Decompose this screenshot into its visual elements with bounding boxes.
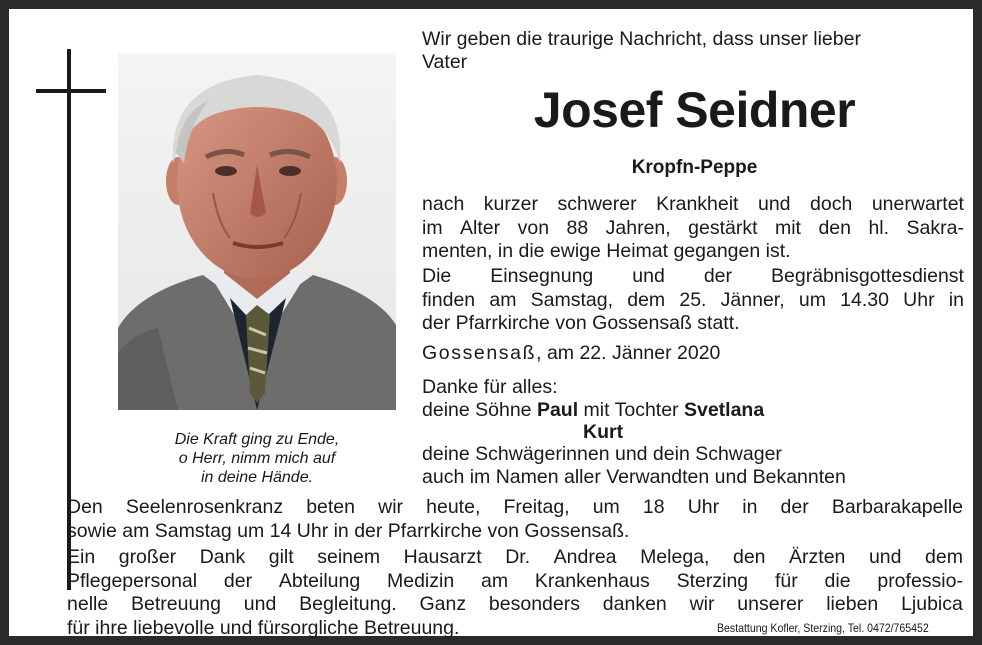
portrait-photo <box>118 53 396 410</box>
word: dem <box>627 288 666 311</box>
intro-line-2: Vater <box>422 51 468 73</box>
word: in <box>948 288 964 311</box>
quote-line-3: in deine Hände. <box>200 469 314 486</box>
word: Betreuung <box>131 593 221 615</box>
relatives-line: auch im Namen aller Verwandten und Bekannten <box>422 466 846 488</box>
word: schwerer <box>557 193 637 215</box>
word: Dr. <box>505 546 531 568</box>
quote <box>118 430 396 487</box>
word: am <box>489 288 517 311</box>
word: und <box>757 193 791 215</box>
text-line <box>422 193 964 217</box>
word: um <box>592 496 620 518</box>
word: seinem <box>317 546 381 568</box>
word: der Pfarrkirche von Gossensaß statt. <box>422 312 740 334</box>
text-line <box>67 593 963 617</box>
word: menten, in die ewige Heimat gegangen ist. <box>422 240 791 262</box>
word: Den <box>67 496 103 518</box>
undertaker-credit: Bestattung Kofler, Sterzing, Tel. 0472/765452 <box>717 621 929 635</box>
word: Sakra- <box>906 216 964 239</box>
notice-date: , am 22. Jänner 2020 <box>536 342 721 364</box>
word: Alter <box>460 216 501 239</box>
word: für ihre liebevolle und fürsorgliche Betreuung. <box>67 616 460 639</box>
word: Uhr <box>687 496 720 518</box>
word: den <box>732 546 766 568</box>
word: finden <box>422 288 476 311</box>
word: Ein <box>67 546 96 568</box>
word: unerwartet <box>871 193 964 215</box>
word: Freitag, <box>503 496 570 518</box>
word: Medizin <box>387 569 455 592</box>
son-paul: Paul <box>536 399 579 421</box>
word: von <box>517 216 550 239</box>
deceased-name: Josef Seidner <box>533 82 856 138</box>
word: Ärzten <box>789 546 846 568</box>
word: hl. <box>868 216 890 239</box>
quote-line-1: Die Kraft ging zu Ende, <box>174 431 340 448</box>
text-line <box>67 570 963 594</box>
place-and-date <box>422 342 720 365</box>
word: der <box>780 496 809 518</box>
word: professio- <box>877 569 963 592</box>
word: lieben <box>826 593 879 615</box>
word: gilt <box>268 546 294 568</box>
rosary-announcement <box>67 496 963 543</box>
word: am <box>481 569 509 592</box>
word: Seelenrosenkranz <box>125 496 284 518</box>
word: Jänner, <box>720 288 785 311</box>
word: Melega, <box>640 546 710 568</box>
word: besonders <box>488 593 580 615</box>
word: Uhr <box>903 288 935 311</box>
word: doch <box>810 193 853 215</box>
word: der <box>223 569 253 592</box>
word: nach <box>422 193 465 215</box>
deceased-nickname: Kropfn-Peppe <box>631 157 758 178</box>
word: 25. <box>679 288 707 311</box>
word: Ganz <box>419 593 467 615</box>
word: 18 <box>642 496 665 518</box>
word: Krankheit <box>656 193 739 215</box>
word: unserer <box>737 593 804 615</box>
word: Die <box>422 265 452 287</box>
word: um <box>798 288 826 311</box>
word: kurzer <box>483 193 538 215</box>
word: großer <box>118 546 177 568</box>
word: der <box>703 265 733 287</box>
word: beten <box>306 496 355 518</box>
word: Abteilung <box>278 569 361 592</box>
text-line <box>422 312 964 336</box>
quote-line-2: o Herr, nimm mich auf <box>178 450 336 467</box>
son-kurt: Kurt <box>583 421 624 443</box>
word: Samstag, <box>530 288 614 311</box>
word: Krankenhaus <box>534 569 650 592</box>
word: Jahren, <box>605 216 671 239</box>
word: Begräbnisgottesdienst <box>771 265 964 287</box>
word: und <box>632 265 665 287</box>
word: und <box>868 546 902 568</box>
text-line <box>422 240 964 264</box>
place-name: Gossensaß <box>422 342 537 364</box>
word: Sterzing <box>676 569 749 592</box>
word: dem <box>925 546 963 568</box>
with-daughter-text: mit Tochter <box>578 399 684 421</box>
word: Barbarakapelle <box>831 496 963 518</box>
death-details <box>422 193 964 264</box>
word: den <box>818 216 851 239</box>
text-line <box>67 546 963 570</box>
intro-line-1: Wir geben die traurige Nachricht, dass unser lieber <box>422 28 861 50</box>
word: gestärkt <box>688 216 758 239</box>
word: wir <box>689 593 715 615</box>
sons-line <box>422 399 764 422</box>
cross-horizontal-bar <box>36 89 106 93</box>
word: in <box>742 496 758 518</box>
word: Hausarzt <box>403 546 482 568</box>
word: und <box>243 593 277 615</box>
word: heute, <box>426 496 481 518</box>
sons-prefix: deine Söhne <box>422 399 537 421</box>
text-line <box>422 217 964 241</box>
text-line <box>422 289 964 313</box>
word: Einsegnung <box>490 265 594 287</box>
word: Andrea <box>553 546 617 568</box>
word: 88 <box>566 216 589 239</box>
word: im <box>422 216 443 239</box>
granddaughter-svetlana: Svetlana <box>683 399 765 421</box>
thanks-heading: Danke für alles: <box>422 376 558 398</box>
word: mit <box>774 216 801 239</box>
word: danken <box>602 593 667 615</box>
text-line <box>67 496 963 520</box>
word: Pflegepersonal <box>67 569 198 592</box>
mourners-block <box>422 443 846 489</box>
thanks-block <box>422 376 764 422</box>
intro-text <box>422 28 861 74</box>
word: für <box>774 569 798 592</box>
word: sowie am Samstag um 14 Uhr in der Pfarrkirche von Gossensaß. <box>67 519 630 542</box>
word: 14.30 <box>840 288 889 311</box>
word: Ljubica <box>901 593 963 615</box>
word: wir <box>378 496 404 518</box>
text-line <box>422 265 964 289</box>
in-laws-line: deine Schwägerinnen und dein Schwager <box>422 443 782 465</box>
word: nelle <box>67 593 109 615</box>
word: Begleitung. <box>299 593 397 615</box>
word: die <box>824 569 851 592</box>
funeral-service-details <box>422 265 964 336</box>
word: Dank <box>199 546 246 568</box>
text-line <box>67 520 963 544</box>
